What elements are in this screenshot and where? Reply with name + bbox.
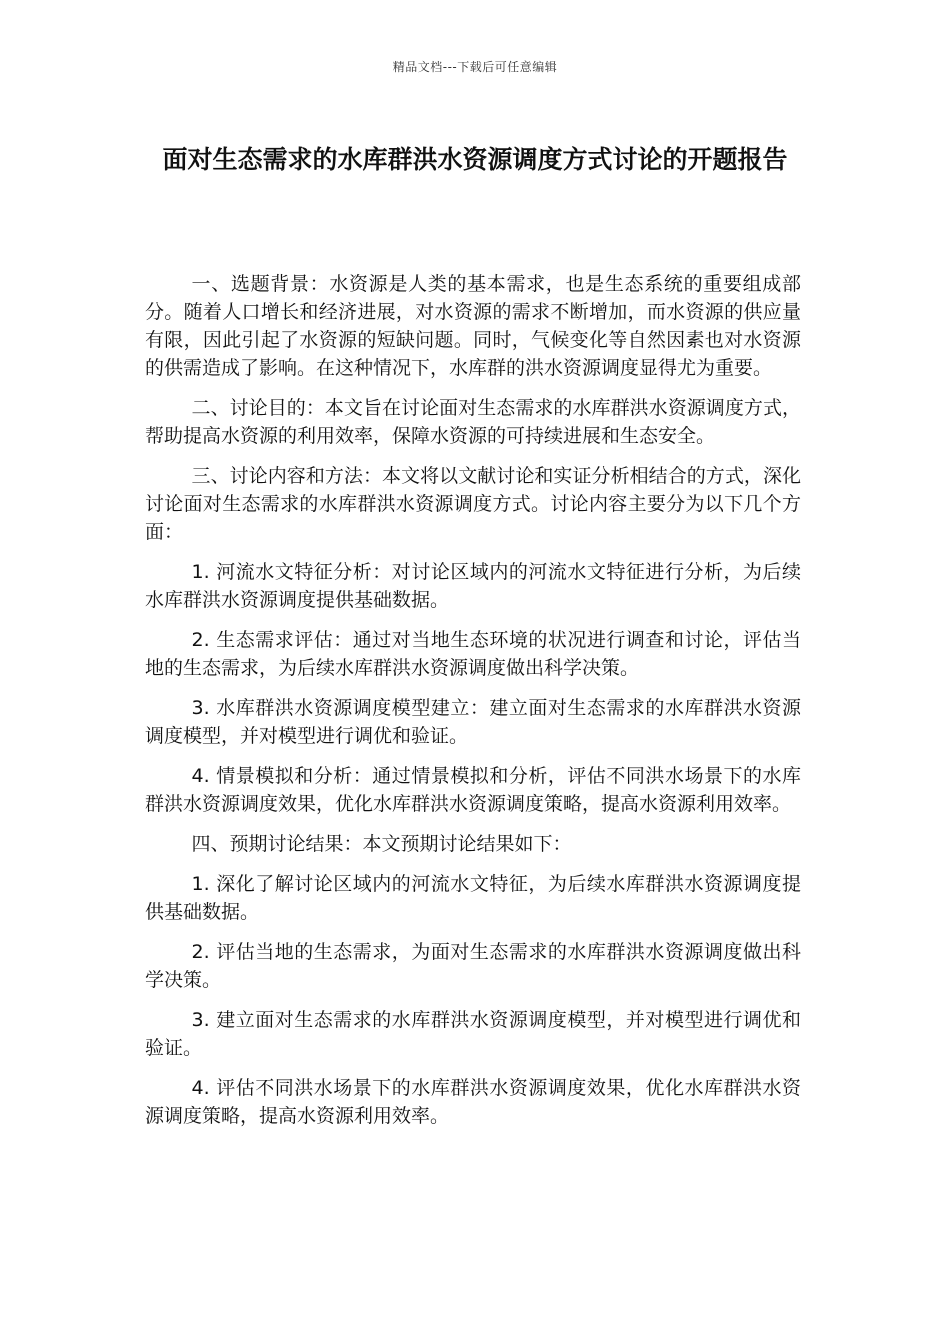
list-item: 3. 建立面对生态需求的水库群洪水资源调度模型，并对模型进行调优和验证。 [145,1009,801,1059]
document-body [145,270,801,1142]
header-note: 精品文档---下载后可任意编辑 [392,60,558,74]
list-item: 1. 深化了解讨论区域内的河流水文特征，为后续水库群洪水资源调度提供基础数据。 [145,873,801,923]
list-item: 4. 情景模拟和分析：通过情景模拟和分析，评估不同洪水场景下的水库群洪水资源调度效果，优化水库群洪水资源调度策略，提高水资源利用效率。 [145,765,801,815]
paragraph-expected-results: 四、预期讨论结果：本文预期讨论结果如下： [191,833,572,855]
paragraph-content-method: 三、讨论内容和方法：本文将以文献讨论和实证分析相结合的方式，深化讨论面对生态需求的水库群洪水资源调度方式。讨论内容主要分为以下几个方面： [145,465,801,543]
document-title: 面对生态需求的水库群洪水资源调度方式讨论的开题报告 [162,145,788,174]
paragraph-purpose: 二、讨论目的：本文旨在讨论面对生态需求的水库群洪水资源调度方式，帮助提高水资源的利用效率，保障水资源的可持续进展和生态安全。 [145,397,801,447]
list-item: 2. 生态需求评估：通过对当地生态环境的状况进行调查和讨论，评估当地的生态需求，为后续水库群洪水资源调度做出科学决策。 [145,629,801,679]
list-item: 3. 水库群洪水资源调度模型建立：建立面对生态需求的水库群洪水资源调度模型，并对模型进行调优和验证。 [145,697,801,747]
list-item: 1. 河流水文特征分析：对讨论区域内的河流水文特征进行分析，为后续水库群洪水资源调度提供基础数据。 [145,561,801,611]
list-item: 2. 评估当地的生态需求，为面对生态需求的水库群洪水资源调度做出科学决策。 [145,941,801,991]
paragraph-background: 一、选题背景：水资源是人类的基本需求，也是生态系统的重要组成部分。随着人口增长和经济进展，对水资源的需求不断增加，而水资源的供应量有限，因此引起了水资源的短缺问题。同时，气候变化等自然因素也对水资源的供需造成了影响。在这种情况下，水库群的洪水资源调度显得尤为重要。 [145,273,801,379]
list-item: 4. 评估不同洪水场景下的水库群洪水资源调度效果，优化水库群洪水资源调度策略，提高水资源利用效率。 [145,1077,801,1127]
